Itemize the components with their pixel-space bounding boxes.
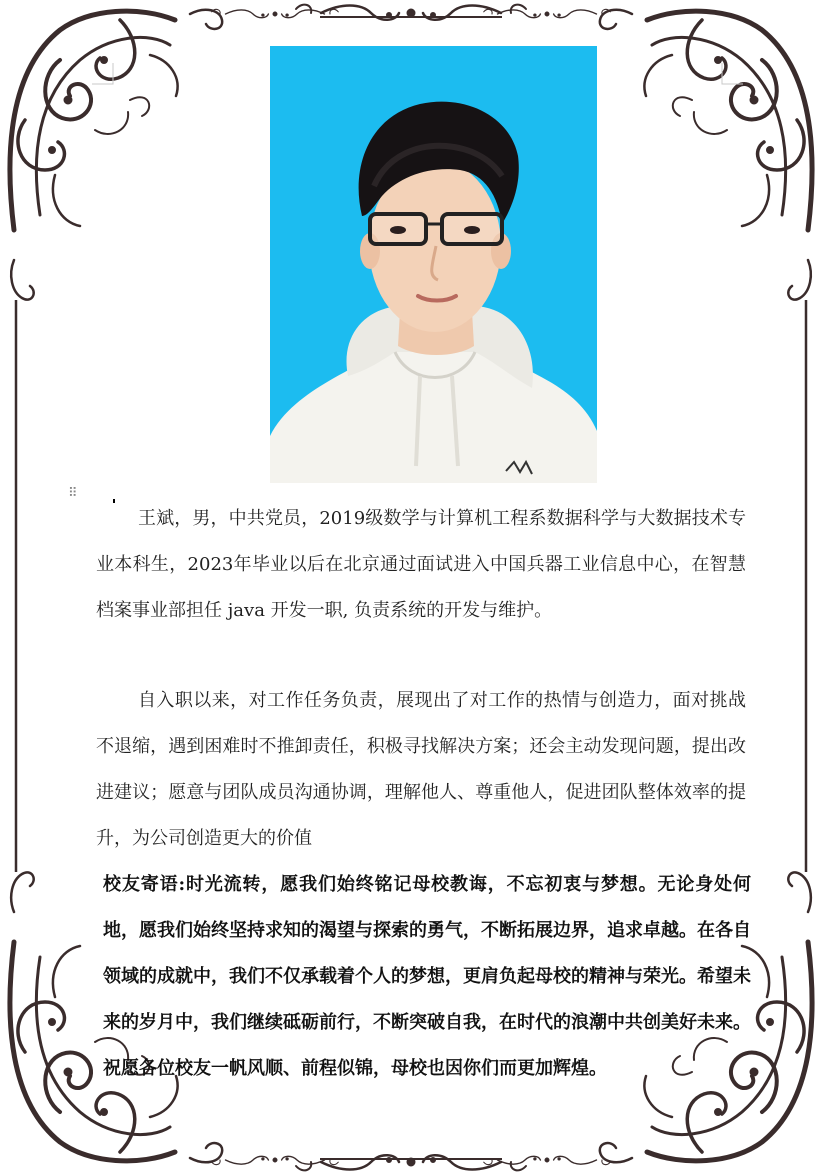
- intro-paragraph: 王斌，男，中共党员，2019级数学与计算机工程系数据科学与大数据技术专业本科生，2023年毕业以后在北京通过面试进入中国兵器工业信息中心，在智慧档案事业部担任 java 开发一职, 负责系统的开发与维护。: [96, 508, 746, 621]
- portrait-photo: [270, 46, 597, 483]
- drag-handle-icon[interactable]: ⠿: [68, 486, 77, 501]
- work-paragraph: 自入职以来，对工作任务负责，展现出了对工作的热情与创造力，面对挑战不退缩，遇到困难时不推卸责任，积极寻找解决方案；还会主动发现问题，提出改进建议；愿意与团队成员沟通协调，理解他人、尊重他人，促进团队整体效率的提升，为公司创造更大的价值: [96, 690, 746, 849]
- alumni-message: 校友寄语:时光流转，愿我们始终铭记母校教诲，不忘初衷与梦想。无论身处何地，愿我们始终坚持求知的渴望与探索的勇气，不断拓展边界，追求卓越。在各自领域的成就中，我们不仅承载着个人的梦想，更肩负起母校的精神与荣光。希望未来的岁月中，我们继续砥砺前行，不断突破自我，在时代的浪潮中共创美好未来。祝愿各位校友一帆风顺、前程似锦，母校也因你们而更加辉煌。: [103, 874, 751, 1079]
